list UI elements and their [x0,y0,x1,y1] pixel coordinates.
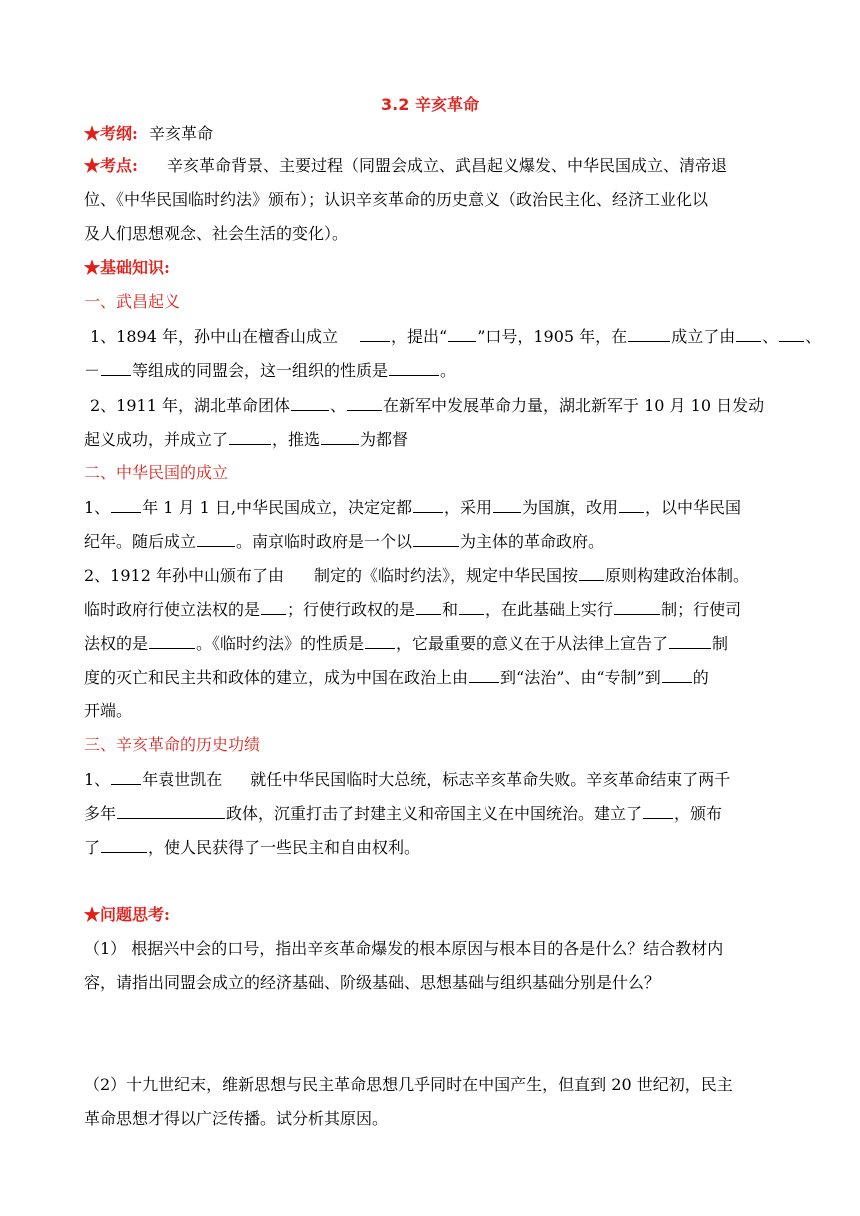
answer-blank[interactable] [321,429,359,445]
answer-blank[interactable] [619,497,644,513]
s1-q1-line1: 1、1894 年，孙中山在檀香山成立 ，提出“ ”口号，1905 年，在 成立了由 、 、 [90,327,822,346]
section3-heading: 三、辛亥革命的历史功绩 [84,735,261,754]
s2-q1-line1: 1、 年 1 月 1 日,中华民国成立，决定定都 ，采用 为国旗，改用 ，以中华民国 [84,498,742,517]
section1-heading: 一、武昌起义 [84,292,181,311]
wenti-q1-line2: 容，请指出同盟会成立的经济基础、阶级基础、思想基础与组织基础分别是什么？ [84,973,661,992]
answer-blank[interactable] [101,360,131,376]
answer-blank[interactable] [261,599,286,615]
answer-blank[interactable] [579,565,604,581]
s1-q2-line1: 2、1911 年，湖北革命团体 、 在新军中发展革命力量，湖北新军于 10 月 10 日发动 [90,396,765,415]
answer-blank[interactable] [117,803,225,819]
s2-q2-line5: 开端。 [84,701,133,720]
s2-q2-line2: 临时政府行使立法权的是 ；行使行政权的是 和 ，在此基础上实行 制；行使司 [84,600,742,619]
answer-blank[interactable] [628,326,670,342]
answer-blank[interactable] [291,395,329,411]
s2-q1-line2: 纪年。随后成立 。南京临时政府是一个以 为主体的革命政府。 [84,532,605,551]
answer-blank[interactable] [197,531,235,547]
answer-blank[interactable] [413,531,459,547]
answer-blank[interactable] [360,326,390,342]
jichu-label: ★基础知识: [84,258,170,277]
answer-blank[interactable] [459,599,484,615]
s3-q1-line3: 了 ，使人民获得了一些民主和自由权利。 [84,838,421,857]
answer-blank[interactable] [643,803,673,819]
answer-blank[interactable] [347,395,382,411]
s1-q2-line2: 起义成功，并成立了 ，推选 为都督 [84,430,409,449]
wenti-label: ★问题思考: [84,905,170,924]
answer-blank[interactable] [779,326,804,342]
answer-blank[interactable] [101,837,147,853]
s2-q2-line3: 法权的是 。《临时约法》的性质是 ，它最重要的意义在于从法律上宣告了 制 [84,634,729,653]
wenti-q1-line1: （1） 根据兴中会的口号，指出辛亥革命爆发的根本原因与根本目的各是什么？结合教材内 [84,939,724,958]
kaogang-label: ★考纲: [84,124,138,143]
kaogang-line [84,124,213,144]
answer-blank[interactable] [111,497,141,513]
answer-blank[interactable] [736,326,761,342]
wenti-q2-line1: （2）十九世纪末，维新思想与民主革命思想几乎同时在中国产生，但直到 20 世纪初，民主 [84,1075,733,1094]
answer-blank[interactable] [111,769,141,785]
kaodian-label: ★考点: [84,156,138,175]
answer-blank[interactable] [448,326,476,342]
page-title: 3.2 辛亥革命 [381,95,479,114]
kaogang-text: 辛亥革命 [149,124,214,143]
s3-q1-line2: 多年 政体，沉重打击了封建主义和帝国主义在中国统治。建立了 ，颁布 [84,804,723,823]
kaodian-text-3: 及人们思想观念、社会生活的变化）。 [84,224,349,243]
answer-blank[interactable] [389,360,439,376]
s1-q1-line2: － 等组成的同盟会，这一组织的性质是 。 [84,361,457,380]
answer-blank[interactable] [493,497,521,513]
answer-blank[interactable] [614,599,660,615]
answer-blank[interactable] [416,599,441,615]
kaodian-text-2: 位、《中华民国临时约法》颁布）；认识辛亥革命的历史意义（政治民主化、经济工业化以 [84,190,709,209]
answer-blank[interactable] [413,497,443,513]
answer-blank[interactable] [469,667,499,683]
s3-q1-line1: 1、 年袁世凯在 就任中华民国临时大总统，标志辛亥革命失败。辛亥革命结束了两千 [84,770,731,789]
kaodian-line-1 [84,156,727,176]
s2-q2-line1: 2、1912 年孙中山颁布了由 制定的《临时约法》，规定中华民国按 原则构建政治体制。 [84,566,750,585]
answer-blank[interactable] [229,429,271,445]
section2-heading: 二、中华民国的成立 [84,463,229,482]
s2-q2-line4: 度的灭亡和民主共和政体的建立，成为中国在政治上由 到“法治”、由“专制”到 的 [84,668,709,687]
answer-blank[interactable] [365,633,395,649]
answer-blank[interactable] [669,633,711,649]
kaodian-text-1: 辛亥革命背景、主要过程（同盟会成立、武昌起义爆发、中华民国成立、清帝退 [167,156,728,175]
answer-blank[interactable] [662,667,692,683]
answer-blank[interactable] [149,633,195,649]
wenti-q2-line2: 革命思想才得以广泛传播。试分析其原因。 [84,1109,389,1128]
